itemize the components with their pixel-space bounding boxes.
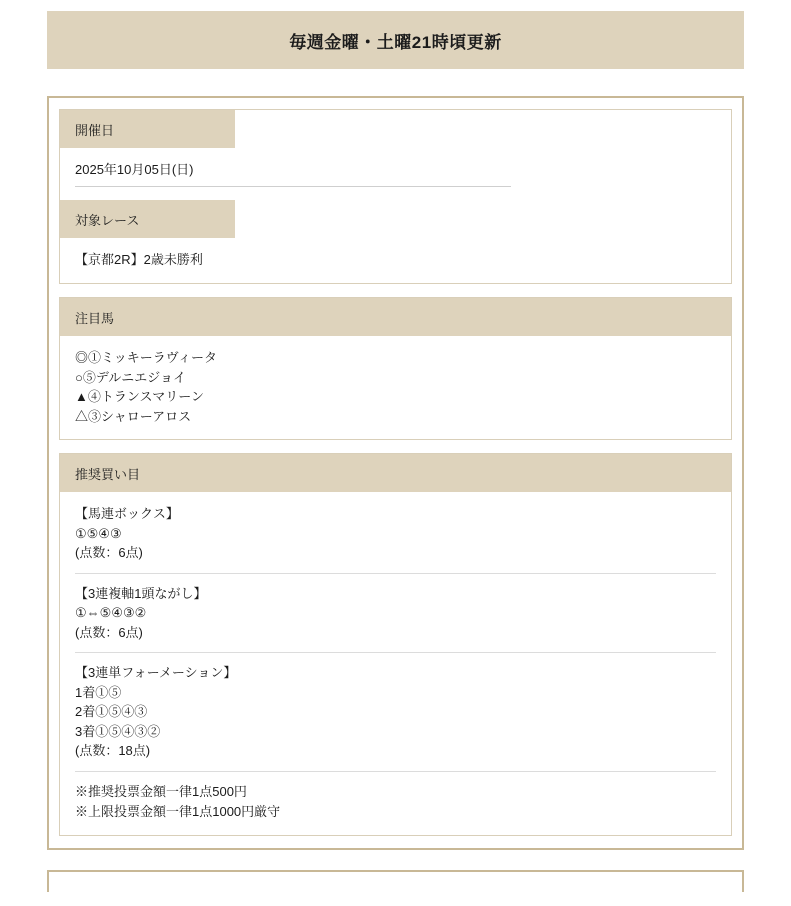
section-heading-race: [60, 200, 235, 238]
bet-notes: [75, 782, 716, 822]
bet-group-count: (点数：6点): [75, 624, 143, 640]
bet-group-line: 1着①⑤: [75, 684, 122, 700]
section-body-date: [60, 148, 731, 200]
target-race-value: 【京都2R】2歳未勝利: [75, 252, 203, 268]
section-heading-bets-label: 推奨買い目: [75, 466, 141, 482]
divider: [75, 771, 716, 772]
section-body-race: [60, 238, 731, 283]
bet-group: [75, 584, 716, 643]
bet-group-title: 【馬連ボックス】: [75, 506, 179, 522]
bet-group-line: ①⇔⑤④③②: [75, 605, 147, 621]
section-body-horses: [60, 336, 731, 439]
section-heading-bets: [60, 454, 731, 492]
bet-group-line: 3着①⑤④③②: [75, 723, 161, 739]
header-banner: [47, 11, 744, 69]
date-underline: [75, 186, 511, 187]
section-heading-race-label: 対象レース: [75, 212, 140, 228]
section-recommended-bets: [59, 453, 732, 836]
section-body-bets: [60, 492, 731, 835]
section-heading-horses-label: 注目馬: [75, 310, 115, 326]
section-race-info: [59, 109, 732, 284]
bet-group: [75, 504, 716, 563]
main-card: [47, 96, 744, 850]
section-heading-date: [60, 110, 235, 148]
list-item: ◎①ミッキーラヴィータ: [75, 350, 217, 366]
list-item: △③シャローアロス: [75, 408, 192, 424]
bet-group-count: (点数：6点): [75, 545, 143, 561]
next-card-partial: [47, 870, 744, 892]
section-featured-horses: [59, 297, 732, 440]
bet-group-title: 【3連複軸1頭ながし】: [75, 585, 207, 601]
list-item: ○⑤デルニエジョイ: [75, 369, 186, 385]
divider: [75, 652, 716, 653]
bet-group-count: (点数：18点): [75, 743, 151, 759]
bet-group-title: 【3連単フォーメーション】: [75, 665, 237, 681]
section-heading-horses: [60, 298, 731, 336]
race-date-value: 2025年10月05日(日): [75, 162, 194, 177]
banner-title: 毎週金曜・土曜21時頃更新: [289, 32, 502, 52]
page-root: [0, 11, 791, 906]
bet-group-line: 2着①⑤④③: [75, 704, 148, 720]
list-item: ▲④トランスマリーン: [75, 389, 204, 405]
divider: [75, 573, 716, 574]
section-heading-date-label: 開催日: [75, 122, 115, 138]
bet-note: ※推奨投票金額一律1点500円: [75, 783, 247, 799]
bet-note: ※上限投票金額一律1点1000円厳守: [75, 803, 281, 819]
bet-group: [75, 663, 716, 761]
bet-group-line: ①⑤④③: [75, 525, 122, 541]
